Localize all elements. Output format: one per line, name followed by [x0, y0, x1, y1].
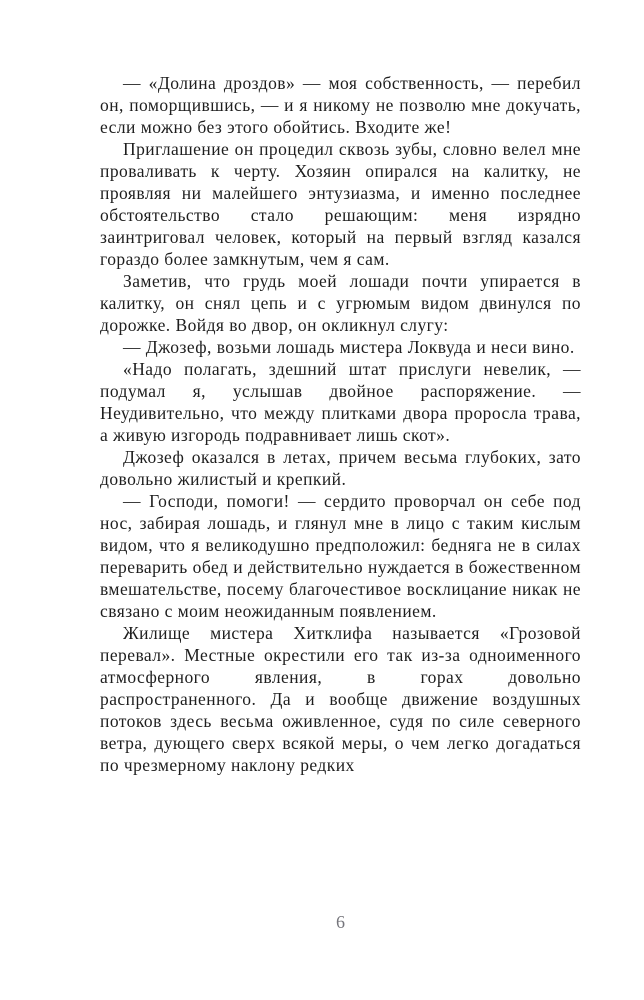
paragraph: — Господи, помоги! — сердито проворчал он себе под нос, забирая лошадь, и глянул мне в лицо с таким кислым видом, что я великодушно предположил: бедняга не в силах переварить обед и действительно нуждается в божественном вмешательстве, посему благочестивое восклицание никак не связано с моим неожиданным появлением.: [100, 491, 581, 621]
paragraph: — «Долина дроздов» — моя собственность, — перебил он, поморщившись, — и я никому не позволю мне докучать, если можно без этого обойтись. Входите же!: [100, 73, 581, 137]
paragraph: Жилище мистера Хитклифа называется «Грозовой перевал». Местные окрестили его так из-за одноименного атмосферного явления, в горах довольно распространенного. Да и вообще движение воздушных потоков здесь весьма оживленное, судя по силе северного ветра, дующего сверх всякой меры, о чем легко догадаться по чрезмерному наклону редких: [100, 623, 581, 775]
paragraph: «Надо полагать, здешний штат прислуги невелик, — подумал я, услышав двойное распоряжение. — Неудивительно, что между плитками двора проросла трава, а живую изгородь подравнивает лишь скот».: [100, 359, 581, 445]
page-number: 6: [336, 912, 345, 932]
paragraph: Заметив, что грудь моей лошади почти упирается в калитку, он снял цепь и с угрюмым видом двинулся по дорожке. Войдя во двор, он окликнул слугу:: [100, 271, 581, 335]
paragraph: Джозеф оказался в летах, причем весьма глубоких, зато довольно жилистый и крепкий.: [100, 447, 581, 489]
paragraph: Приглашение он процедил сквозь зубы, словно велел мне проваливать к черту. Хозяин опирался на калитку, не проявляя ни малейшего энтузиазма, и именно последнее обстоятельство стало решающим: меня изрядно заинтриговал человек, который на первый взгляд казался гораздо более замкнутым, чем я сам.: [100, 139, 581, 269]
page-text-block: [100, 72, 581, 776]
paragraph: — Джозеф, возьми лошадь мистера Локвуда и неси вино.: [123, 337, 575, 357]
